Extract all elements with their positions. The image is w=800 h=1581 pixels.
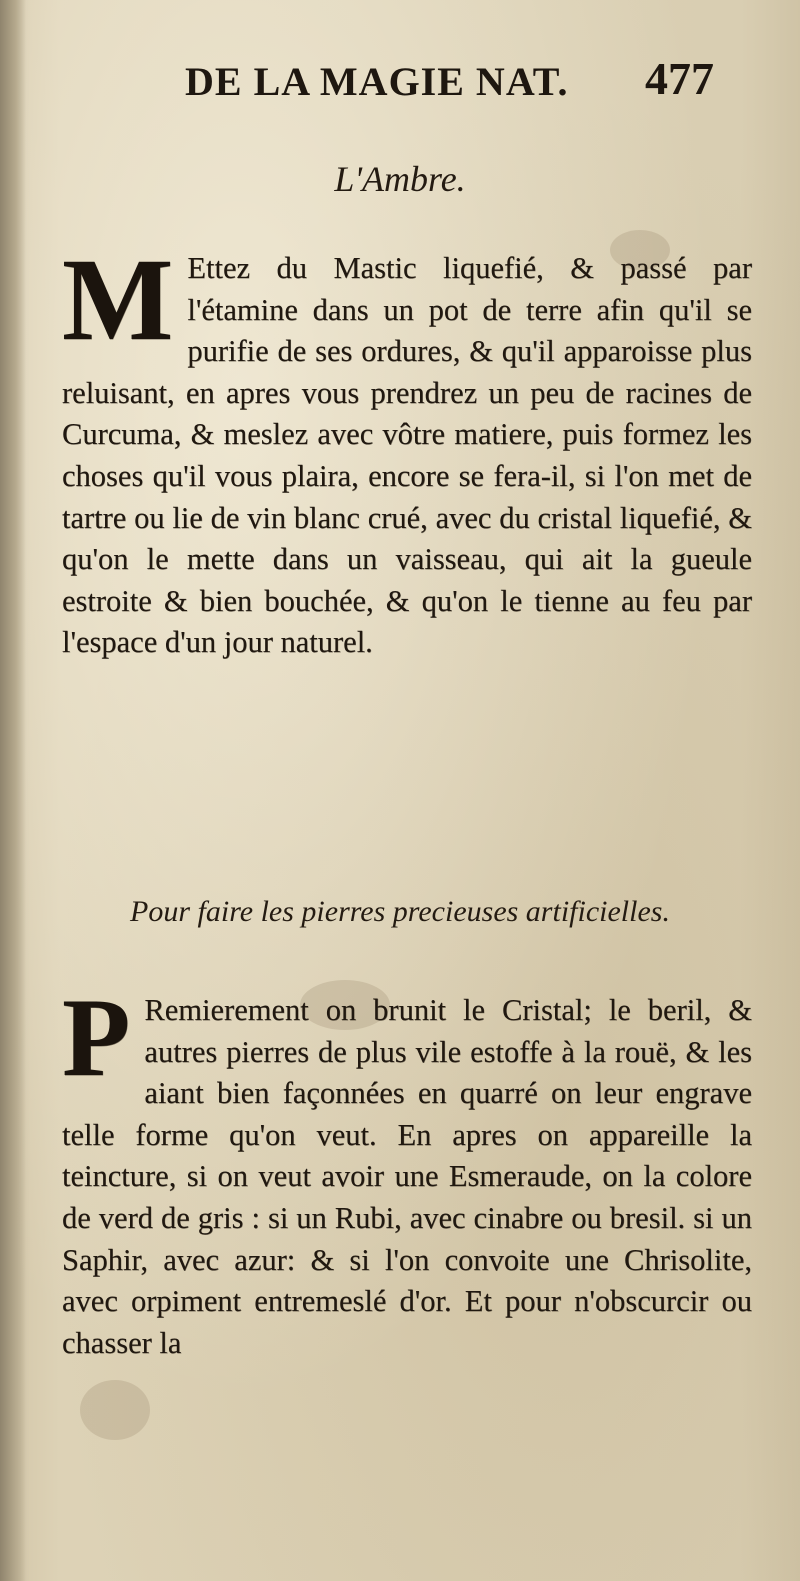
section-heading-pierres: Pour faire les pierres precieuses artificielles. bbox=[130, 895, 670, 928]
section-heading-ambre: L'Ambre. bbox=[334, 159, 466, 199]
drop-cap: P bbox=[62, 976, 131, 1100]
paragraph-text: Ettez du Mastic liquefié, & passé par l'étamine dans un pot de terre afin qu'il se purifie de ses ordures, & qu'il apparoisse plus reluisant, en apres vous prendrez un peu de racines de Curcuma, & meslez avec vôtre matiere, puis formez les choses qu'il vous plaira, encore se fera-il, si l'on met de tartre ou lie de vin blanc crué, avec du cristal liquefié, & qu'on le mette dans un vaisseau, qui ait la gueule estroite & bien bouchée, & qu'on le tienne au feu par l'espace d'un jour naturel. bbox=[62, 251, 752, 660]
page-number: 477 bbox=[645, 53, 714, 104]
page-gutter-shadow bbox=[0, 0, 26, 1581]
drop-cap: M bbox=[62, 234, 174, 365]
running-head: DE LA MAGIE NAT. bbox=[185, 59, 569, 104]
paragraph-ambre bbox=[62, 234, 752, 664]
paragraph-pierres bbox=[62, 976, 752, 1364]
page-header bbox=[185, 52, 745, 112]
paper-stain bbox=[80, 1380, 150, 1440]
paragraph-text: Remierement on brunit le Cristal; le beril, & autres pierres de plus vile estoffe à la rouë, & les aiant bien façonnées en quarré on leur engrave telle forme qu'on veut. En apres on appareille la teincture, si on veut avoir une Esmeraude, on la colore de verd de gris : si un Rubi, avec cinabre ou bresil. si un Saphir, avec azur: & si l'on convoite une Chrisolite, avec orpiment entremeslé d'or. Et pour n'obscurcir ou chasser la bbox=[62, 993, 752, 1360]
